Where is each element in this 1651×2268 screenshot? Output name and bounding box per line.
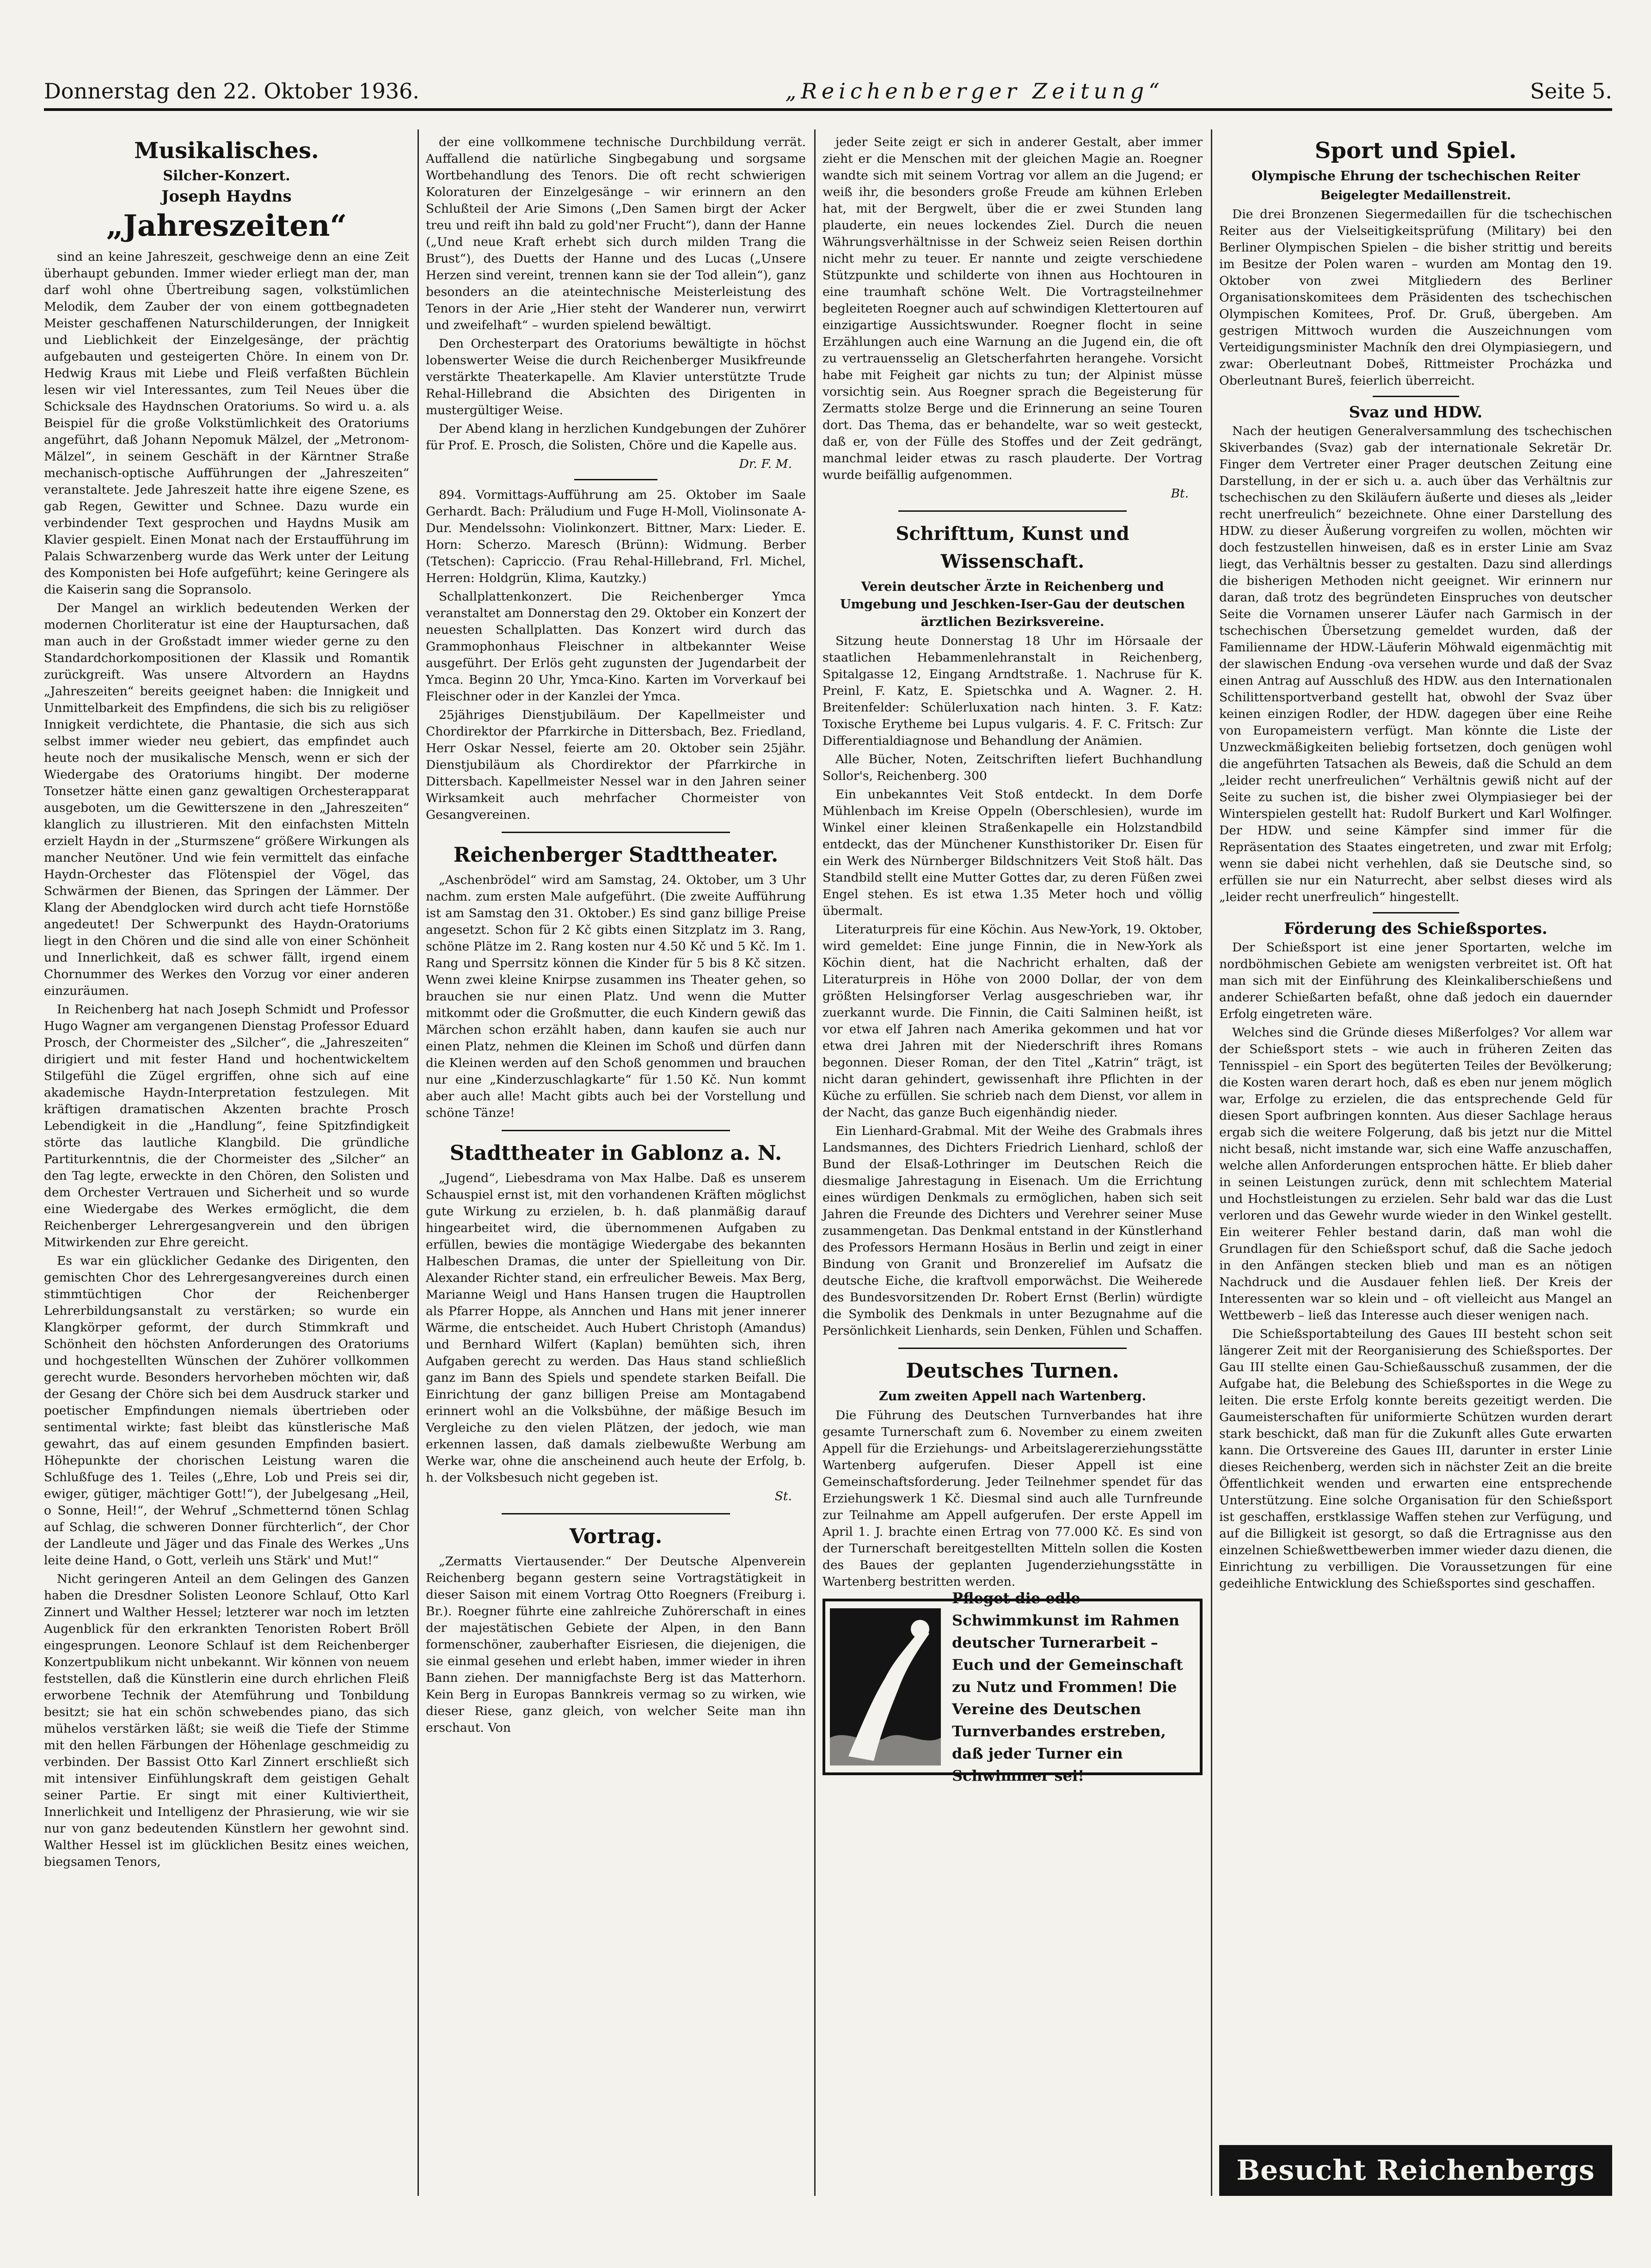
article-paragraph: Der Abend klang in herzlichen Kundgebungen der Zuhörer für Prof. E. Prosch, die Solisten, Chöre und die Kapelle aus.	[426, 422, 806, 453]
article-paragraph: Die Schießsportabteilung des Gaues III besteht schon seit längerer Zeit mit der Reorganisierung des Schießsportes. Der Gau III stellte einen Gau-Schießausschuß zusammen, der die Aufgabe hat, die Belebung des Schießsportes in die Wege zu leiten. Die erste Erfolg konnte bereits gezeitigt werden. Die Gaumeisterschaften für uniformierte Schützen wurden derart stark beschickt, daß man für die Zukunft alles Gute erwarten kann. Die Ortsvereine des Gaues III, darunter in erster Linie dieses Reichenberg, werden sich in nächster Zeit an die breite Öffentlichkeit wenden und erwarten eine entsprechende Unterstützung. Eine solche Organisation für den Schießsport ist geschaffen, erstklassige Waffen stehen zur Verfügung, und auf die Billigkeit ist gesorgt, so daß die Ertragnisse aus den einzelnen Schießwettbewerben immer wieder dazu dienen, die Einrichtung zu verbilligen. Die Voraussetzungen für eine gedeihliche Entwicklung des Schießsportes sind geschaffen.	[1219, 1327, 1612, 1591]
column-1	[44, 134, 409, 2196]
swimming-advertisement	[822, 1589, 1203, 1784]
newspaper-page	[44, 79, 1612, 2237]
article-heading: Förderung des Schießsportes.	[1284, 919, 1547, 938]
divider	[898, 510, 1126, 512]
article-paragraph: jeder Seite zeigt er sich in anderer Gestalt, aber immer zieht er die Menschen mit der gleichen Magie an. Roegner wandte sich mit seinem Vortrag vor allem an die Jugend; er weiß ihr, die besonders große Freude am kühnen Erleben hat, mit der Bergwelt, über die er zwei Stunden lang plauderte, ein neues lockendes Ziel. Durch die neuen Währungsverhältnisse in der Schweiz seien Reisen dorthin nicht mehr zu teuer. Er nannte und zeigte verschiedene Stützpunkte und schilderte von ihnen aus Hochtouren in eine traumhaft schöne Welt. Die Vortragsteilnehmer begleiteten Roegner auch auf schwindigen Klettertouren auf einzigartige Aussichtswunder. Roegner flocht in seine Erzählungen auch eine Warnung an die Jugend ein, die oft zu vertrauensselig an Gletscherfahrten herangehe. Vorsicht habe mit Feigheit gar nichts zu tun; der Alpinist müsse vorsichtig sein. Aus Roegner sprach die Begeisterung für Zermatts stolze Berge und die Erinnerung an seine Touren dort. Das Thema, das er behandelte, war so weit gesteckt, daß er, von der Fülle des Stoffes und der Zeit gedrängt, manchmal leider etwas zu rasch plauderte. Der Vortrag wurde beifällig aufgenommen.	[822, 135, 1203, 482]
article-headline: „Jahreszeiten“	[106, 208, 347, 243]
article-paragraph: Nach der heutigen Generalversammlung des tschechischen Skiverbandes (Svaz) gab der internationale Sekretär Dr. Finger dem Vertreter einer Prager deutschen Zeitung eine Darstellung, in der er sich u. a. auch über das Verhältnis zur tschechischen zu den Skiläufern äußerte und dieses als „leider recht unerfreulich“ bezeichnete. Ohne einer Darstellung des HDW. zu dieser Äußerung vorgreifen zu wollen, möchten wir doch festzustellen hinweisen, daß es in erster Linie am Svaz liegt, das Verhältnis besser zu gestalten. Dazu sind allerdings die bisherigen Methoden nicht geeignet. Wir erinnern nur daran, daß trotz des begründeten Einspruches von deutscher Seite die Vornamen unserer Läufer nach Garmisch in der tschechischen Übersetzung gemeldet wurden, daß der Familienname der HDW.-Läuferin Möhwald eigenmächtig mit der slawischen Endung -ova versehen wurde und daß der Svaz einen Antrag auf Ausschluß des HDW. aus den Internationalen Schilittensportverband gestellt hat, obwohl der Svaz über keinen einzigen Rodler, der HDW. dagegen über eine Reihe von Europameistern verfügt. Man könnte die Liste der Unzweckmäßigkeiten beliebig fortsetzen, doch genügen wohl die angeführten Tatsachen als Beweis, daß die Schuld an dem „leider recht unerfreulichen“ Verhältnis gewiß nicht auf der Seite zu suchen ist, die bisher zwei Olympiasieger bei der Winterspielen gestellt hat: Rudolf Burkert und Karl Wolfinger. Der HDW. und seine Kämpfer sind immer für die Repräsentation des Staates eingetreten, und zwar mit Erfolg; wenn sie dabei nicht verhehlen, daß sie Deutsche sind, so erfüllen sie nur ein Naturrecht, aber selbst dieses wird als „leider recht unerfreulich“ hingestellt.	[1219, 424, 1612, 904]
ad-text: Pfleget die edle Schwimmkunst im Rahmen deutscher Turnerarbeit – Euch und der Gemeinschaft zu Nutz und Frommen! Die Vereine des Deutschen Turnverbandes erstreben, daß jeder Turner ein Schwimmer sei!	[952, 1589, 1183, 1784]
swimmer-illustration	[825, 1604, 945, 1770]
divider	[1373, 396, 1459, 397]
section-title-theater: Reichenberger Stadttheater.	[453, 843, 779, 867]
article-paragraph: „Jugend“, Liebesdrama von Max Halbe. Daß es unserem Schauspiel ernst ist, mit den vorhandenen Kräften möglichst gute Wirkung zu erzielen, b. h. daß planmäßig darauf hingearbeitet wird, die übernommenen Aufgaben zu erfüllen, bewies die montägige Wiedergabe des bekannten Halbeschen Dramas, die unter der Spielleitung von Dir. Alexander Richter stand, ein erfreulicher Beweis. Max Berg, Marianne Weigl und Hans Hansen trugen die Hauptrollen als Pfarrer Hoppe, als Annchen und Hans mit jener innerer Wärme, die entscheidet. Auch Hubert Christoph (Amandus) und Bernhard Wilfert (Kaplan) bemühten sich, ihren Aufgaben gerecht zu werden. Das Haus stand schließlich ganz im Bann des Spiels und spendete starken Beifall. Die Einrichtung der ganz billigen Preise am Montagabend erinnert wohl an die Volksbühne, der mäßige Besuch im Vergleiche zu den vielen Plätzen, der jedoch, wie man erkennen lassen, daß damals zielbewußte Werbung am Werke war, ohne die anscheinend auch heute der Erfolg, b. h. der Volksbesuch nicht gegeben ist.	[426, 1171, 806, 1485]
article-signature: Bt.	[1171, 486, 1189, 501]
section-title-gymnastics: Deutsches Turnen.	[906, 1359, 1119, 1383]
article-paragraph: Welches sind die Gründe dieses Mißerfolges? Vor allem war der Schießsport stets – wie auch in früheren Zeiten das Tennisspiel – ein Sport des begüterten Teiles der Bevölkerung; die Kosten waren derart hoch, daß es eben nur jenem möglich war, Erfolge zu erzielen, die das entsprechende Geld für diesen Sport aufbringen konnten. Aus dieser Sachlage heraus ergab sich die weitere Folgerung, daß bis jetzt nur die Mittel nicht besaß, nicht imstande war, sich eine Waffe anzuschaffen, welche allen Anforderungen entsprochen hätte. Er blieb daher in seinen Leistungen zurück, denn mit schlechtem Material und Hochstleistungen zu erzielen. Sehr bald war das die Lust verloren und das Gewehr wurde wieder in den Winkel gestellt. Ein weiterer Fehler bestand darin, daß man wohl die Grundlagen für den Schießsport schuf, daß die Sache jedoch in den Anfängen stecken blieb und man es an nötigen Nachdruck und die Ausdauer fehlen ließ. Der Kreis der Interessenten war so klein und – oft vielleicht aus Mangel an Wettbewerb – ließ das Interesse auch dieser wenigen nach.	[1219, 1025, 1612, 1323]
section-title-culture: Schrifttum, Kunst und Wissenschaft.	[896, 523, 1129, 572]
article-paragraph: Der Schießsport ist eine jener Sportarten, welche im nordböhmischen Gebiete am wenigsten verbreitet ist. Oft hat man sich mit der Einführung des Kleinkaliberschießens und anderer Schießarten befaßt, ohne daß jedoch ein dauernder Erfolg eingetreten wäre.	[1219, 940, 1612, 1021]
article-subheading: Zum zweiten Appell nach Wartenberg.	[879, 1389, 1146, 1404]
divider	[1373, 912, 1459, 913]
article-paragraph: Die drei Bronzenen Siegermedaillen für die tschechischen Reiter aus der Vielseitigkeitsprüfung (Military) bei den Berliner Olympischen Spielen – die bisher strittig und bereits im Besitze der Polen waren – wurden am Montag den 19. Oktober von zwei Mitgliedern des Berliner Organisationskomitees dem Präsidenten des tschechischen Olympischen Komitees, Prof. Dr. Gruß, übergeben. Am gestrigen Mittwoch wurden die Auszeichnungen vom Verteidigungsminister Machník den drei Olympiasiegern, und zwar: Oberleutnant Dobeš, Rittmeister Procházka und Oberleutnant Bureš, feierlich überreicht.	[1219, 207, 1612, 388]
article-paragraph: In Reichenberg hat nach Joseph Schmidt und Professor Hugo Wagner am vergangenen Dienstag Professor Eduard Prosch, der Chormeister des „Silcher“, die „Jahreszeiten“ dirigiert und mit fester Hand und hochentwickeltem Stilgefühl die Zügel ergriffen, ohne sich auf eine akademische Haydn-Interpretation festzulegen. Mit kräftigen dramatischen Akzenten brachte Prosch Lebendigkeit in die „Handlung“, feine Spitzfindigkeit störte das lautliche Klangbild. Die gründliche Partiturkenntnis, die der Chormeister des „Silcher“ an den Tag legte, erweckte in den Chören, den Solisten und dem Orchester Vertrauen und Sicherheit und so wurde eine Wiedergabe des Werkes ermöglicht, die dem Reichenberger Lehrergesangverein und den übrigen Mitwirkenden zur Ehre gereicht.	[44, 1002, 409, 1250]
article-paragraph: Die Führung des Deutschen Turnverbandes hat ihre gesamte Turnerschaft zum 6. November zu einem zweiten Appell für die Erziehungs- und Arbeitslagererziehungsstätte Wartenberg aufgerufen. Dieser Appell ist eine Gemeinschaftsforderung. Jeder Teilnehmer spendet für das Erziehungswerk 1 Kč. Diesmal sind auch alle Turnfreunde zur Teilnahme am Appell aufgerufen. Der erste Appell im April 1. J. brachte einen Ertrag von 77.000 Kč. Es sind von der Turnerschaft bereitgestellten Mitteln sollen die Kosten des Baues der geplanten Jugenderziehungsstätte in Wartenberg bestritten werden.	[822, 1408, 1203, 1589]
article-paragraph: Sitzung heute Donnerstag 18 Uhr im Hörsaale der staatlichen Hebammenlehranstalt in Reichenberg, Spitalgasse 12, Eingang Arndtstraße. 1. Nachruse für K. Preinl, F. Katz, E. Spietschka und A. Wagner. 2. H. Breitenfelder: Schülerluxation nach hinten. 3. F. Katz: Toxische Erytheme bei Lupus vulgaris. 4. F. C. Fritsch: Zur Differentialdiagnose und Behandlung der Anämien.	[822, 634, 1203, 748]
article-subheading: Verein deutscher Ärzte in Reichenberg und Umgebung und Jeschken-Iser-Gau der deutschen ärztlichen Bezirksvereine.	[840, 580, 1185, 629]
divider	[574, 479, 658, 480]
section-title-sport: Sport und Spiel.	[1314, 138, 1517, 164]
article-signature: Dr. F. M.	[739, 457, 792, 471]
divider	[898, 1348, 1126, 1349]
article-signature: St.	[774, 1489, 792, 1503]
column-4	[1219, 134, 1612, 2237]
masthead	[44, 79, 1612, 111]
article-kicker: Silcher-Konzert.	[163, 168, 290, 184]
section-title-music: Musikalisches.	[134, 138, 319, 164]
section-title-lecture: Vortrag.	[569, 1525, 663, 1548]
column-rule	[814, 129, 816, 2196]
article-paragraph: Literaturpreis für eine Köchin. Aus New-York, 19. Oktober, wird gemeldet: Eine junge Finnin, die in New-York als Köchin dient, hat die Nachricht erhalten, daß der Literaturpreis in Höhe von 2000 Dollar, der von dem größten Helsingforser Verlag ausgeschrieben war, ihr zuerkannt wurde. Die Finnin, die Caiti Salminen heißt, ist vor etwa elf Jahren nach Amerika gekommen und hat vor etwa drei Jahren mit der Niederschrift ihres Romans begonnen. Dieser Roman, der den Titel „Katrin“ trägt, ist nicht daran gehindert, gewissenhaft ihre Pflichten in der Küche zu erfüllen. Sie schrieb nach dem Dienst, vor allem in der Nacht, das ganze Buch eigenhändig nieder.	[822, 922, 1203, 1120]
article-subheading: Olympische Ehrung der tschechischen Reiter	[1251, 168, 1580, 184]
article-paragraph: Den Orchesterpart des Oratoriums bewältigte in höchst lobenswerter Weise die durch Reichenberger Musikfreunde verstärkte Theaterkapelle. Am Klavier unterstützte Trude Rehal-Hillebrand die Absichten des Dirigenten in mustergültiger Weise.	[426, 337, 806, 417]
newspaper-title: „Reichenberger Zeitung“	[785, 79, 1164, 104]
page-number: Seite 5.	[1530, 79, 1612, 104]
article-paragraph: Nicht geringeren Anteil an dem Gelingen des Ganzen haben die Dresdner Solisten Leonore Schlauf, Otto Karl Zinnert und Walther Hessel; letzterer war noch im letzten Augenblick für den erkrankten Tenoristen Robert Bröll eingesprungen. Leonore Schlauf ist dem Reichenberger Konzertpublikum nicht unbekannt. Wir können von neuem feststellen, daß die Künstlerin eine durch ehrlichen Fleiß erworbene Technik der Atemführung und Tonbildung besitzt; sie hat ein schön schwebendes piano, das sich mühelos verstärken läßt; sie weiß die Tiefe der Stimme mit den hellen Färbungen der Höhenlage geschmeidig zu verbinden. Der Bassist Otto Karl Zinnert erschließt sich mit intensiver Einfühlungskraft dem geistigen Gehalt seiner Partie. Er singt mit einer Kultiviertheit, Innerlichkeit und Intelligenz der Phrasierung, wie wir sie nur von ganz bedeutenden Künstlern her gewohnt sind. Walther Hessel ist im glücklichen Besitz eines weichen, biegsamen Tenors,	[44, 1572, 409, 1869]
issue-date: Donnerstag den 22. Oktober 1936.	[44, 79, 420, 104]
column-rule	[417, 129, 419, 2196]
notice-paragraph: 25jähriges Dienstjubiläum. Der Kapellmeister und Chordirektor der Pfarrkirche in Dittersbach, Bez. Friedland, Herr Oskar Nessel, feierte am 20. Oktober sein 25jähr. Dienstjubiläum als Chordirektor der Pfarrkirche in Dittersbach. Kapellmeister Nessel war in den Jahren seiner Wirksamkeit auch mehrfacher Chormeister von Gesangvereinen.	[426, 708, 806, 822]
divider	[502, 1513, 730, 1514]
article-paragraph: Alle Bücher, Noten, Zeitschriften liefert Buchhandlung Sollor's, Reichenberg. 300	[822, 752, 1203, 783]
notice-paragraph: 894. Vormittags-Aufführung am 25. Oktober im Saale Gerhardt. Bach: Präludium und Fuge H-Moll, Violinsonate A-Dur. Mendelssohn: Violinkonzert. Bittner, Marx: Lieder. E. Horn: Scherzo. Maresch (Brünn): Widmung. Berber (Tetschen): Capriccio. (Frau Rehal-Hillebrand, Frl. Michel, Herren: Holdgrün, Klima, Kautzky.)	[426, 488, 806, 585]
column-3	[822, 134, 1203, 2196]
divider	[502, 832, 730, 833]
article-paragraph: „Zermatts Viertausender.“ Der Deutsche Alpenverein Reichenberg begann gestern seine Vortragstätigkeit in dieser Saison mit einem Vortrag Otto Roegners (Freiburg i. Br.). Roegner führte eine zahlreiche Zuhörerschaft in eines der majestätischen Gebiete der Alpen, in den Bann formenschöner, zauberhafter Eisriesen, die diejenigen, die sie einmal gesehen und erlebt haben, immer wieder in ihren Bann ziehen. Der mannigfachste Berg ist das Matterhorn. Kein Berg in Europas Bannkreis vermag so zu wirken, wie dieser Riese, ganz gleich, von welcher Seite man ihn erschaut. Von	[426, 1554, 806, 1735]
article-subheading: Beigelegter Medaillenstreit.	[1320, 189, 1511, 202]
article-paragraph: Es war ein glücklicher Gedanke des Dirigenten, den gemischten Chor des Lehrergesangvereines durch einen stimmtüchtigen Chor der Reichenberger Lehrerbildungsanstalt zu verstärken; so wurde ein Klangkörper geformt, der durch Stimmkraft und Schönheit den höchsten Anforderungen des Oratoriums und hochgestellten Wünschen der Zuhörer vollkommen gerecht wurde. Besonders hervorheben möchten wir, daß der Gesang der Chöre sich bei dem Ausdruck starker und poetischer Empfindungen niemals übertrieben oder sentimental wirkte; fast bleibt das künstlerische Maß gewahrt, das auf einem gesunden Empfinden basiert. Höhepunkte der chorischen Leistung waren die Schlußfuge des 1. Teiles („Ehre, Lob und Preis sei dir, ewiger, gütiger, mächtiger Gott!“), der Jubelgesang „Heil, o Sonne, Heil!“, der Wehruf „Schmetternd tönen Schlag auf Schlag, die schweren Donner fürchterlich“, der Chor der Landleute und Jäger und das Finale des Werkes „Uns leite deine Hand, o Gott, verleih uns Stärk' und Mut!“	[44, 1254, 409, 1568]
article-paragraph: Ein unbekanntes Veit Stoß entdeckt. In dem Dorfe Mühlenbach im Kreise Oppeln (Oberschlesien), wurde im Winkel einer kleinen Straßenkapelle ein Holzstandbild entdeckt, das der Münchener Kunsthistoriker Dr. Eisen für ein Werk des Nürnberger Bildschnitzers Veit Stoß hält. Das Standbild stellt eine Mutter Gottes dar, zu deren Füßen zwei Engel stehen. Es ist etwa 1.35 Meter hoch und völlig übermalt.	[822, 787, 1203, 918]
article-paragraph: Der Mangel an wirklich bedeutenden Werken der modernen Chorliteratur ist eine der Hauptursachen, daß man auch in der Großstadt immer wieder gerne zu den Standardchorkompositionen der Klassik und Romantik zurückgreift. Was unsere Altvordern an Haydns „Jahreszeiten“ bereits geeignet haben: die Innigkeit und Unmittelbarkeit des Empfindens, die sich bis zu religiöser Innigkeit verdichtete, die Phantasie, die sich aus sich selbst immer wieder neu gebiert, das empfindet auch heute noch der musikalische Mensch, wenn er sich der Wiedergabe des Oratoriums hingibt. Der moderne Tonsetzer hätte einen ganz gewaltigen Orchesterapparat ausgeboten, um die Gewitterszene in den „Jahreszeiten“ klanglich zu illustrieren. Mit den einfachsten Mitteln erzielt Haydn in der „Sturmszene“ größere Wirkungen als mancher Neutöner. Und wie fein vermittelt das einfache Haydn-Orchester das Flötenspiel der Vögel, das Schwärmen der Bienen, das Springen der Lämmer. Der Klang der Abendglocken wird durch acht tiefe Hornstöße angedeutet! Der Schwerpunkt des Haydn-Oratoriums liegt in den Chören und die sind alle von einer Schönheit und Innerlichkeit, daß es schwer fällt, irgend einem Chornummer des Werkes den Vorzug vor einer anderen einzuräumen.	[44, 601, 409, 998]
section-title-gablonz: Stadttheater in Gablonz a. N.	[449, 1141, 782, 1165]
article-paragraph: „Aschenbrödel“ wird am Samstag, 24. Oktober, um 3 Uhr nachm. zum ersten Male aufgeführt. (Die zweite Aufführung ist am Samstag den 31. Oktober.) Es sind ganz billige Preise angesetzt. Schon für 2 Kč gibts einen Sitzplatz im 3. Rang, schöne Plätze im 2. Rang kosten nur 4.50 Kč und 5 Kč. Im 1. Rang und Sperrsitz können die Kinder für 5 bis 8 Kč sitzen. Wenn zwei kleine Knirpse zusammen ins Theater gehen, so brauchen sie nur einen Platz. Und wenn die Mutter mitkommt oder die Großmutter, die euch Kindern gewiß das Märchen schon erzählt haben, dann kaufen sie auch nur einen Platz, nehmen die Kleinen im Schoß und dürfen dann die Kleinen werden auf den Schoß genommen und brauchen nur eine „Kinderzuschlagkarte“ für 1.50 Kč. Nun kommt aber auch alle! Macht gibts auch bei der Vorstellung und schöne Tänze!	[426, 873, 806, 1120]
article-heading: Svaz und HDW.	[1349, 403, 1483, 422]
article-paragraph: Ein Lienhard-Grabmal. Mit der Weihe des Grabmals ihres Landsmannes, des Dichters Friedrich Lienhard, schloß der Bund der Elsaß-Lothringer im Deutschen Reich die diesmalige Jahrestagung in Eisenach. Um die Errichtung eines würdigen Denkmals zu ermöglichen, haben sich seit Jahren die Freunde des Dichters und Verehrer seiner Muse zusammengetan. Das Denkmal entstand in der Künstlerhand des Professors Hermann Hosäus in Berlin und zeigt in einer Bindung von Granit und Bronzerelief im Aufsatz die deutsche Eiche, die kraftvoll emporwächst. Die Weiherede des Bundesvorsitzenden Dr. Robert Ernst (Berlin) würdigte die Symbolik des Denkmals in unter Bezugnahme auf die Persönlichkeit Lienhards, sein Denken, Fühlen und Schaffen.	[822, 1124, 1203, 1338]
column-rule	[1211, 129, 1212, 2196]
article-paragraph: sind an keine Jahreszeit, geschweige denn an eine Zeit überhaupt gebunden. Immer wieder erliegt man der, man darf wohl ohne Übertreibung sagen, volkstümlichen Melodik, dem Zauber der von einem gottbegnadeten Meister geschaffenen Naturschilderungen, der Innigkeit und Lieblichkeit der Einzelgesänge, der prächtig aufgebauten und gesteigerten Chöre. In einem von Dr. Hedwig Kraus mit Liebe und Fleiß verfaßten Büchlein lesen wir viel Interessantes, zum Teil Neues über die Schicksale des Haydnschen Oratoriums. So wird u. a. als Beispiel für die große Volkstümlichkeit des Oratoriums angeführt, daß Johann Nepomuk Mälzel, der „Metronom-Mälzel“, in seinem Geschäft in der Kärntner Straße mechanisch-optische Aufführungen der „Jahreszeiten“ veranstaltete. Jede Jahreszeit hatte ihre eigene Szene, es gab Regen, Gewitter und Schnee. Dazu wurde ein verbindender Text gesprochen und Haydns Musik am Klavier gespielt. Einen Monat nach der Erstaufführung im Palais Schwarzenberg wurde das Werk unter der Leitung des Komponisten bei Hofe aufgeführt; keine Geringere als die Kaiserin sang die Sopransolo.	[44, 250, 409, 597]
divider	[502, 1130, 730, 1131]
article-paragraph: der eine vollkommene technische Durchbildung verrät. Auffallend die natürliche Singbegabung und sorgsame Wortbehandlung des Tenors. Die oft recht schwierigen Koloraturen der Einzelgesänge – wir erinnern an den Schlußteil der Arie Simons („Den Samen birgt der Acker treu und reift ihn bald zu gold'ner Frucht“), dann der Hanne („Und neue Kraft erhebt sich durch milden Trang die Brust“), des Duetts der Hanne und des Lucas („Unsere Herzen sind vereint, trennen kann sie der Tod allein“), ganz besonders an die ateintechnische Meisterleistung des Tenors in der Arie „Hier steht der Wanderer nun, verwirrt und zweifelhaft“ – wurden spielend bewältigt.	[426, 135, 806, 332]
column-2	[426, 134, 806, 2196]
notice-paragraph: Schallplattenkonzert. Die Reichenberger Ymca veranstaltet am Donnerstag den 29. Oktober ein Konzert der neuesten Schallplatten. Das Konzert wird durch das Grammophonhaus Fleischner in altbekannter Weise ausgeführt. Der Erlös geht zugunsten der Jugendarbeit der Ymca. Beginn 20 Uhr, Ymca-Kino. Karten im Vorverkauf bei Fleischner oder in der Kanzlei der Ymca.	[426, 589, 806, 704]
zoo-banner-ad: Besucht Reichenbergs Tiergarten!	[1219, 2145, 1612, 2196]
article-author-heading: Joseph Haydns	[161, 187, 292, 206]
